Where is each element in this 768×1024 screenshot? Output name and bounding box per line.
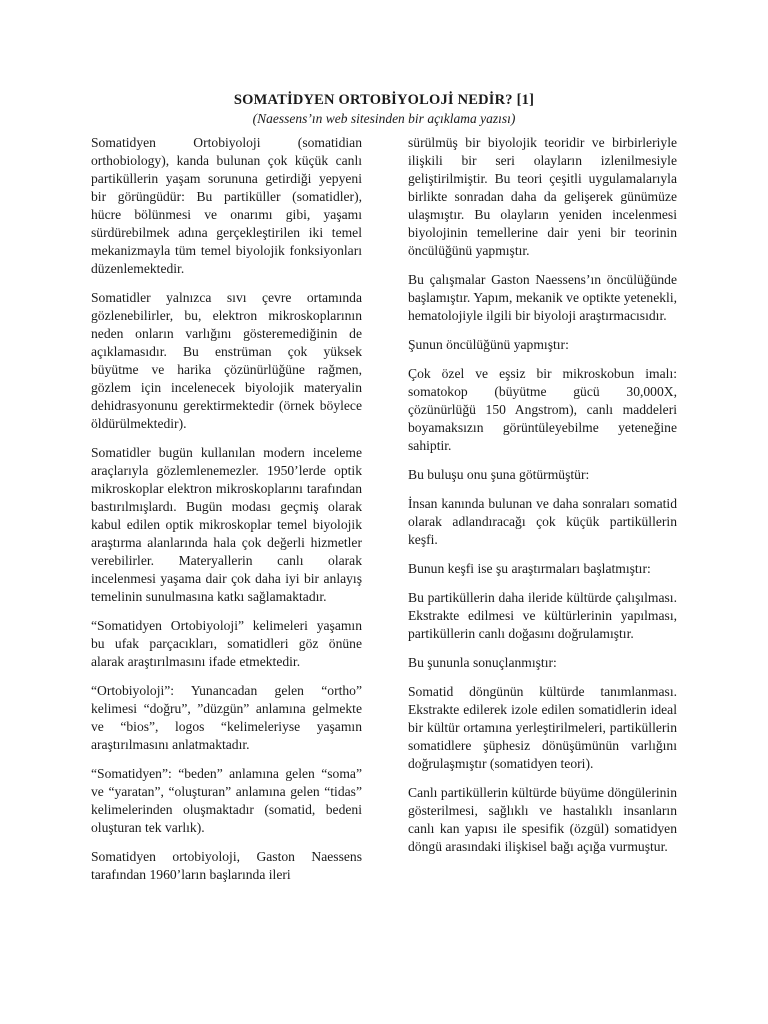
paragraph: “Somatidyen”: “beden” anlamına gelen “soma” ve “yaratan”, “oluşturan” anlamına gelen “tidas” kelimelerinden oluşmaktadır (somatid, bedeni oluşturan tek varlık).	[91, 766, 362, 835]
document-subtitle: (Naessens’ın web sitesinden bir açıklama yazısı)	[252, 111, 516, 126]
document-title: SOMATİDYEN ORTOBİYOLOJİ NEDİR? [1]	[233, 92, 535, 108]
paragraph: Canlı partiküllerin kültürde büyüme döngülerinin gösterilmesi, sağlıklı ve hastalıklı insanların canlı kan yapısı ile spesifik (özgül) somatidyen döngü arasındaki ilişkisel bağı açığa vurmuştur.	[408, 785, 677, 854]
paragraph: Bunun keşfi ise şu araştırmaları başlatmıştır:	[408, 561, 651, 576]
paragraph: Şunun öncülüğünü yapmıştır:	[408, 337, 569, 352]
paragraph: Bu çalışmalar Gaston Naessens’ın öncülüğünde başlamıştır. Yapım, mekanik ve optikte yetenekli, hematolojiyle ilgili bir biyoloji araştırmacısıdır.	[408, 272, 677, 323]
paragraph: “Ortobiyoloji”: Yunancadan gelen “ortho” kelimesi “doğru”, ”düzgün” anlamına gelmekte ve “bios”, logos “kelimeleriyse yaşamın araştırılmasını anlatmaktadır.	[91, 683, 362, 752]
paragraph: Bu şununla sonuçlanmıştır:	[408, 655, 557, 670]
left-column	[91, 134, 362, 895]
paragraph: Somatidyen Ortobiyoloji (somatidian orthobiology), kanda bulunan çok küçük canlı partiküllerin yaşam sorununa getirdiği yepyeni bir görüngüdür: Bu partiküller (somatidler), hücre bölünmesi ve onarımı gibi, yaşamı sürdürebilmek adına gerçekleştirilen iki temel mekanizmayla tüm temel biyolojik fonksiyonları düzenlemektedir.	[91, 135, 362, 276]
paragraph: sürülmüş bir biyolojik teoridir ve birbirleriyle ilişkili bir seri olayların izlenilmesiyle geliştirilmiştir. Bu teori çeşitli uygulamalarıyla birlikte sonradan daha da gelişerek günümüze ulaşmıştır. Bu olayların yeniden incelenmesi biyolojinin temellerine dair yeni bir teorinin öncülüğünü yapmıştır.	[408, 135, 677, 258]
paragraph: Somatidyen ortobiyoloji, Gaston Naessens tarafından 1960’ların başlarında ileri	[91, 849, 362, 882]
paragraph: Bu buluşu onu şuna götürmüştür:	[408, 467, 590, 482]
paragraph: Somatid döngünün kültürde tanımlanması. Ekstrakte edilerek izole edilen somatidlerin ideal bir kültür ortamına yerleştirilmeleri, partiküllerin somatidlere şüphesiz dönüşümünün varlığını doğrulaşmıştır (somatidyen teori).	[408, 684, 677, 771]
paragraph: Çok özel ve eşsiz bir mikroskobun imalı: somatokop (büyütme gücü 30,000X, çözünürlüğü 150 Angstrom), canlı maddeleri boyamaksızın görüntüleyebilme yeteneğine sahiptir.	[408, 366, 677, 453]
paragraph: İnsan kanında bulunan ve daha sonraları somatid olarak adlandıracağı çok küçük partiküllerin keşfi.	[408, 496, 677, 547]
right-column	[408, 134, 677, 867]
paragraph: Somatidler yalnızca sıvı çevre ortamında gözlenebilirler, bu, elektron mikroskoplarının neden onların varlığını gösteremediğinin de açıklamasıdır. Bu enstrüman çok yüksek büyütme ve harika çözünürlüğüne rağmen, gözlem için incelenecek biyolojik materyalin dehidrasyonunu gerektirmektedir (örnek böylece öldürülmektedir).	[91, 290, 362, 431]
paragraph: Somatidler bugün kullanılan modern inceleme araçlarıyla gözlemlenemezler. 1950’lerde optik mikroskoplar elektron mikroskoplarını tarafından bastırılmışlardı. Bugün modası geçmiş olarak kabul edilen optik mikroskoplar temel biyolojik araştırma alanlarında hala çok değerli hizmetler verebilirler. Materyallerin canlı olarak incelenmesi yaşama dair çok daha iyi bir anlayış temelinin sunulmasına katkı sağlamaktadır.	[91, 445, 362, 604]
paragraph: “Somatidyen Ortobiyoloji” kelimeleri yaşamın bu ufak parçacıkları, somatidleri göz önüne alarak araştırılmasını ifade etmektedir.	[91, 618, 362, 669]
paragraph: Bu partiküllerin daha ileride kültürde çalışılması. Ekstrakte edilmesi ve kültürlerinin yapılması, partiküllerin canlı doğasını doğrulamıştır.	[408, 590, 677, 641]
